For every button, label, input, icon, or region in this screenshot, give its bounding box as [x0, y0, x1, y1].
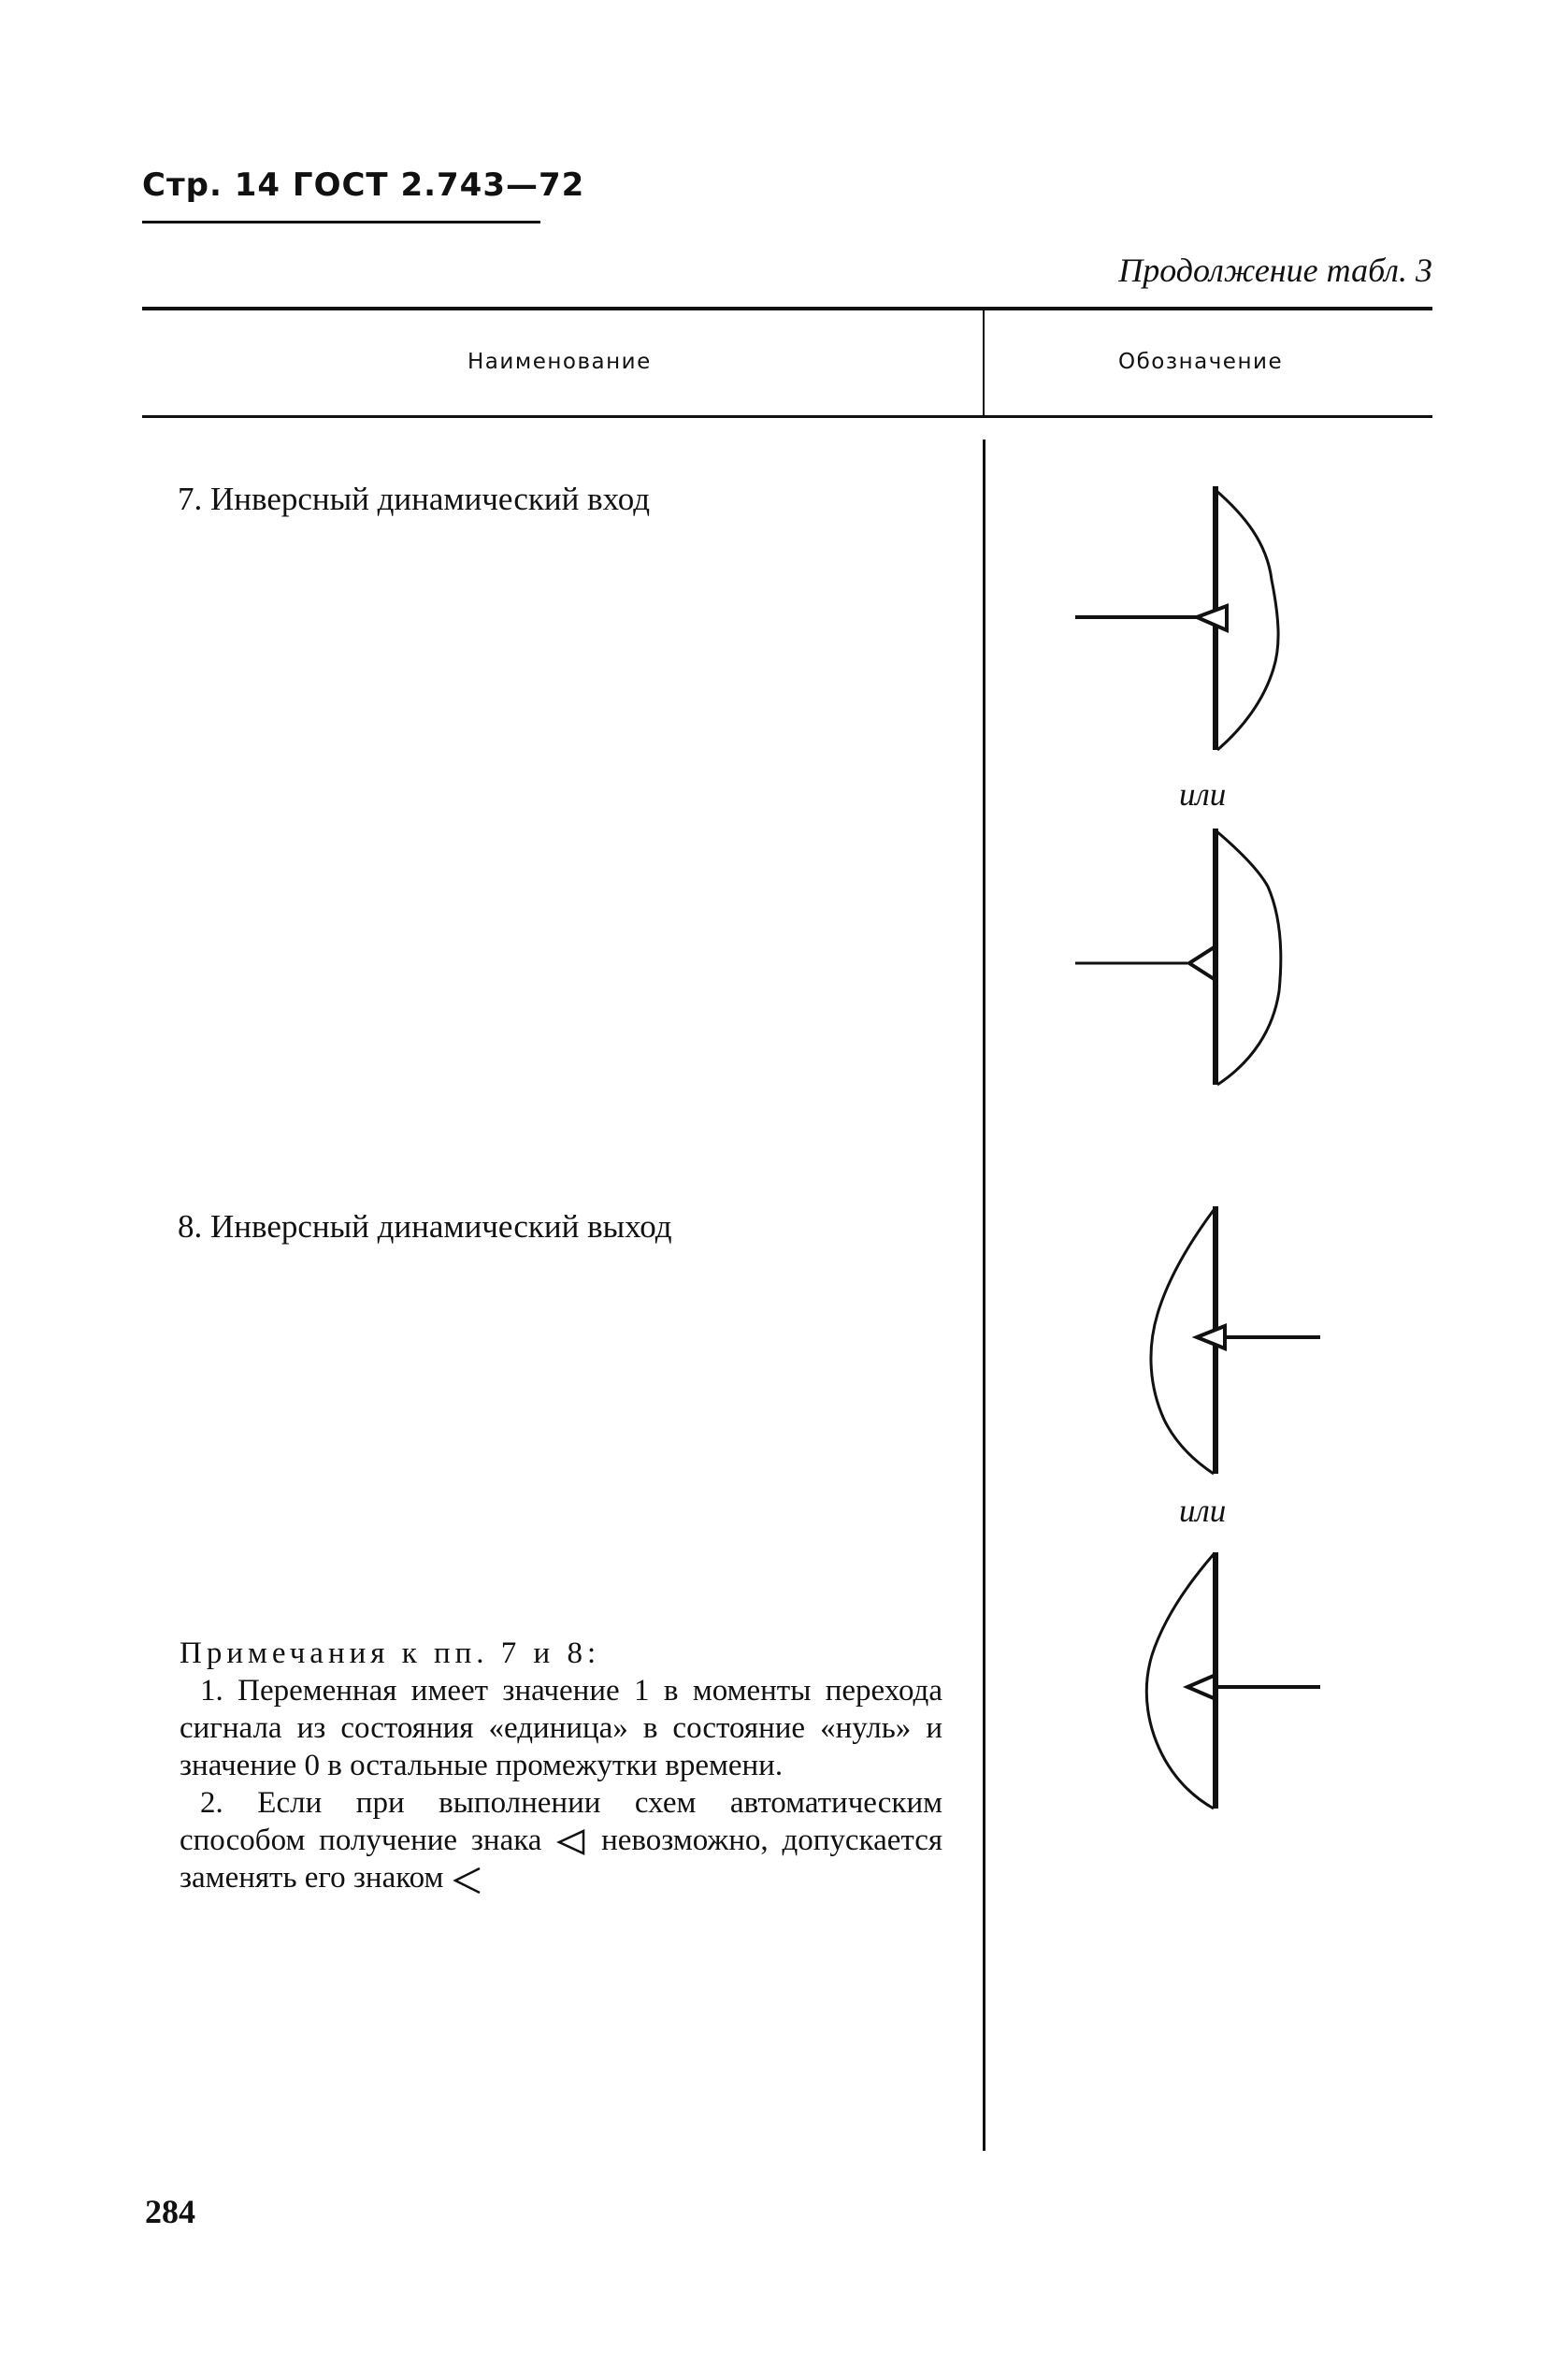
page-number: 284	[145, 2193, 195, 2230]
table-header-rule	[142, 415, 1432, 418]
table-top-rule	[142, 307, 1432, 310]
inverse-dynamic-output-symbol-a	[1122, 1197, 1346, 1487]
page-header: Стр. 14 ГОСТ 2.743—72	[142, 166, 585, 204]
column-header-name: Наименование	[468, 350, 652, 374]
notes-block	[180, 1635, 942, 1896]
column-divider-header	[983, 310, 985, 415]
note-1: 1. Переменная имеет значение 1 в моменты перехода сигнала из состояния «единица» в состояние «нуль» и значение 0 в остальные промежутки времени.	[180, 1674, 942, 1782]
open-triangle-sign-icon	[555, 1828, 587, 1856]
alternative-word-row8: или	[1179, 1492, 1227, 1529]
column-divider-body	[983, 440, 985, 2151]
notes-title: Примечания к пп. 7 и 8:	[180, 1636, 601, 1670]
row-label-inverse-dynamic-output: 8. Инверсный динамический выход	[178, 1208, 672, 1245]
column-header-symbol: Обозначение	[1118, 350, 1284, 374]
alternative-word-row7: или	[1179, 776, 1227, 813]
note-2-part1: 2. Если при выполнении схем автоматическим способом получение знака	[180, 1786, 942, 1857]
inverse-dynamic-input-symbol-b	[1075, 823, 1300, 1094]
inverse-dynamic-input-symbol-a	[1075, 477, 1300, 767]
header-underline	[142, 221, 540, 223]
note-2-part2: невозможно, допускается заменять его знаком	[180, 1823, 943, 1895]
row-label-inverse-dynamic-input: 7. Инверсный динамический вход	[178, 481, 651, 517]
inverse-dynamic-output-symbol-b	[1122, 1543, 1346, 1823]
table-continuation-caption: Продолжение табл. 3	[1118, 252, 1432, 289]
note-2	[180, 1784, 942, 1896]
angle-sign-icon	[452, 1866, 483, 1894]
